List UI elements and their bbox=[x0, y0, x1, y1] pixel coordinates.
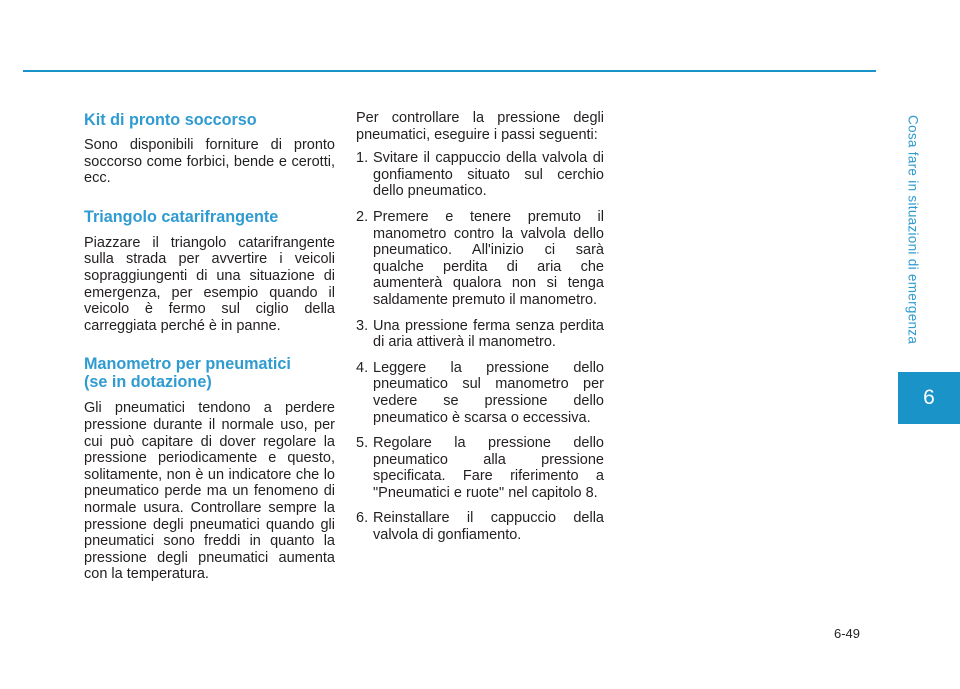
step-item bbox=[356, 209, 604, 309]
step-item bbox=[356, 318, 604, 351]
section-title: Cosa fare in situazioni di emergenza bbox=[905, 115, 921, 345]
gauge-heading bbox=[84, 355, 335, 391]
triangle-heading: Triangolo catarifrangente bbox=[84, 207, 279, 226]
right-column bbox=[356, 110, 604, 553]
step-item bbox=[356, 510, 604, 543]
header-rule bbox=[23, 70, 876, 72]
gauge-body: Gli pneumatici tendono a perdere pressione durante il normale uso, per cui può capitare di dover regolare la pressione periodicamente e questo, solitamente, non è un indicatore che lo pneumatico perde ma un fenomeno di normale usura. Controllare sempre la pressione degli pneumatici quando gli pneumatici sono freddi in quanto la pressione degli pneumatici aumenta con la temperatura. bbox=[84, 400, 335, 583]
gauge-heading-line1: Manometro per pneumatici bbox=[84, 355, 291, 374]
chapter-number: 6 bbox=[923, 386, 935, 409]
step-number: 2. bbox=[356, 208, 369, 225]
steps-list bbox=[356, 150, 604, 543]
step-item bbox=[356, 150, 604, 200]
gauge-heading-line2: (se in dotazione) bbox=[84, 373, 212, 392]
section-side-label bbox=[891, 90, 935, 370]
step-number: 1. bbox=[356, 150, 369, 167]
step-number: 6. bbox=[356, 510, 369, 527]
first-aid-heading: Kit di pronto soccorso bbox=[84, 111, 257, 129]
step-text: Premere e tenere premuto il manometro contro la valvola dello pneumatico. All'inizio ci sarà qualche perdita di aria che aumenterà qualora non si tenga saldamente premuto il manometro. bbox=[373, 208, 604, 308]
step-text: Reinstallare il cappuccio della valvola di gonfiamento. bbox=[373, 510, 604, 544]
step-number: 5. bbox=[356, 435, 369, 452]
left-column bbox=[84, 111, 335, 583]
chapter-tab bbox=[898, 372, 960, 424]
first-aid-body: Sono disponibili forniture di pronto soccorso come forbici, bende e cerotti, ecc. bbox=[84, 137, 335, 187]
step-number: 3. bbox=[356, 317, 369, 334]
steps-intro: Per controllare la pressione degli pneumatici, eseguire i passi seguenti: bbox=[356, 110, 604, 143]
step-text: Una pressione ferma senza perdita di aria attiverà il manometro. bbox=[373, 317, 604, 351]
step-text: Svitare il cappuccio della valvola di gonfiamento situato sul cerchio dello pneumatico. bbox=[373, 150, 604, 200]
step-item bbox=[356, 360, 604, 426]
page-number: 6-49 bbox=[834, 626, 861, 641]
step-text: Leggere la pressione dello pneumatico sul manometro per vedere se pressione dello pneumatico è scarsa o eccessiva. bbox=[373, 359, 604, 426]
triangle-body: Piazzare il triangolo catarifrangente sulla strada per avvertire i veicoli sopraggiungenti di una situazione di emergenza, per esempio quando il veicolo è fermo sul ciglio della carreggiata perché è in panne. bbox=[84, 234, 335, 334]
step-text: Regolare la pressione dello pneumatico alla pressione specificata. Fare riferimento a "Pneumatici e ruote" nel capitolo 8. bbox=[373, 435, 604, 501]
step-item bbox=[356, 435, 604, 501]
step-number: 4. bbox=[356, 359, 369, 376]
